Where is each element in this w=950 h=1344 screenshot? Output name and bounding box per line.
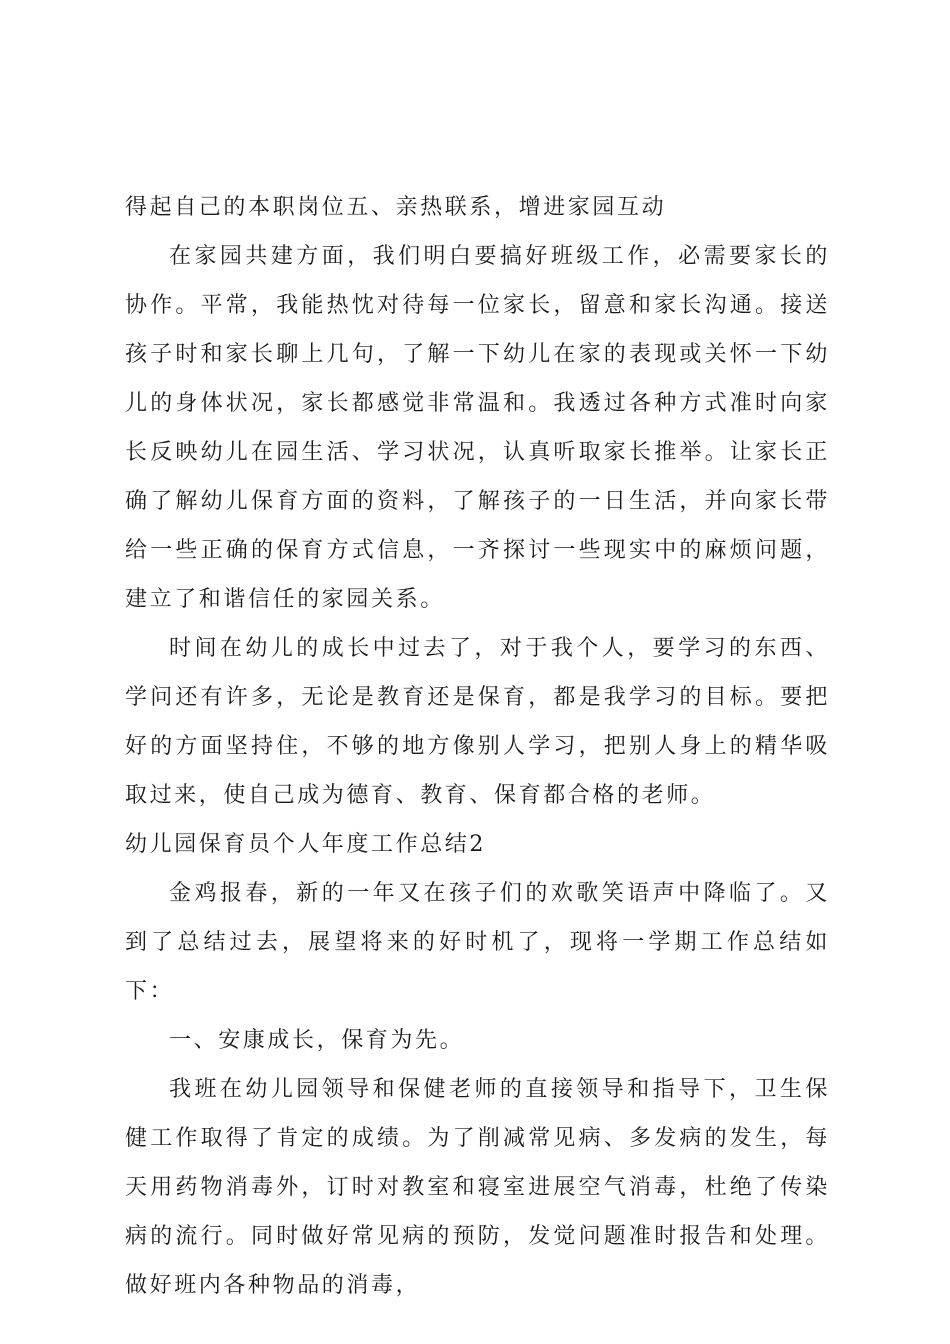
paragraph-introduction: 金鸡报春，新的一年又在孩子们的欢歌笑语声中降临了。又到了总结过去，展望将来的好时机了，现将一学期工作总结如下：	[125, 881, 830, 1004]
paragraph-subheading: 一、安康成长，保育为先。	[169, 1028, 465, 1053]
paragraph-health-care: 我班在幼儿园领导和保健老师的直接领导和指导下，卫生保健工作取得了肯定的成绩。为了削减常见病、多发病的发生，每天用药物消毒外，订时对教室和寝室进展空气消毒，杜绝了传染病的流行。同时做好常见病的预防，发觉问题准时报告和处理。做好班内各种物品的消毒，	[125, 1077, 830, 1298]
paragraph-self-reflection: 时间在幼儿的成长中过去了，对于我个人，要学习的东西、学问还有许多，无论是教育还是保育，都是我学习的目标。要把好的方面坚持住，不够的地方像别人学习，把别人身上的精华吸取过来，使自己成为德育、教育、保育都合格的老师。	[125, 636, 830, 808]
document-body	[125, 183, 830, 1310]
paragraph-heading-continuation: 得起自己的本职岗位五、亲热联系，增进家园互动	[125, 195, 667, 220]
paragraph-home-school-cooperation: 在家园共建方面，我们明白要搞好班级工作，必需要家长的协作。平常，我能热忱对待每一位家长，留意和家长沟通。接送孩子时和家长聊上几句，了解一下幼儿在家的表现或关怀一下幼儿的身体状况，家长都感觉非常温和。我透过各种方式准时向家长反映幼儿在园生活、学习状况，认真听取家长推举。让家长正确了解幼儿保育方面的资料，了解孩子的一日生活，并向家长带给一些正确的保育方式信息，一齐探讨一些现实中的麻烦问题，建立了和谐信任的家园关系。	[125, 244, 830, 612]
section-title: 幼儿园保育员个人年度工作总结2	[125, 832, 486, 857]
